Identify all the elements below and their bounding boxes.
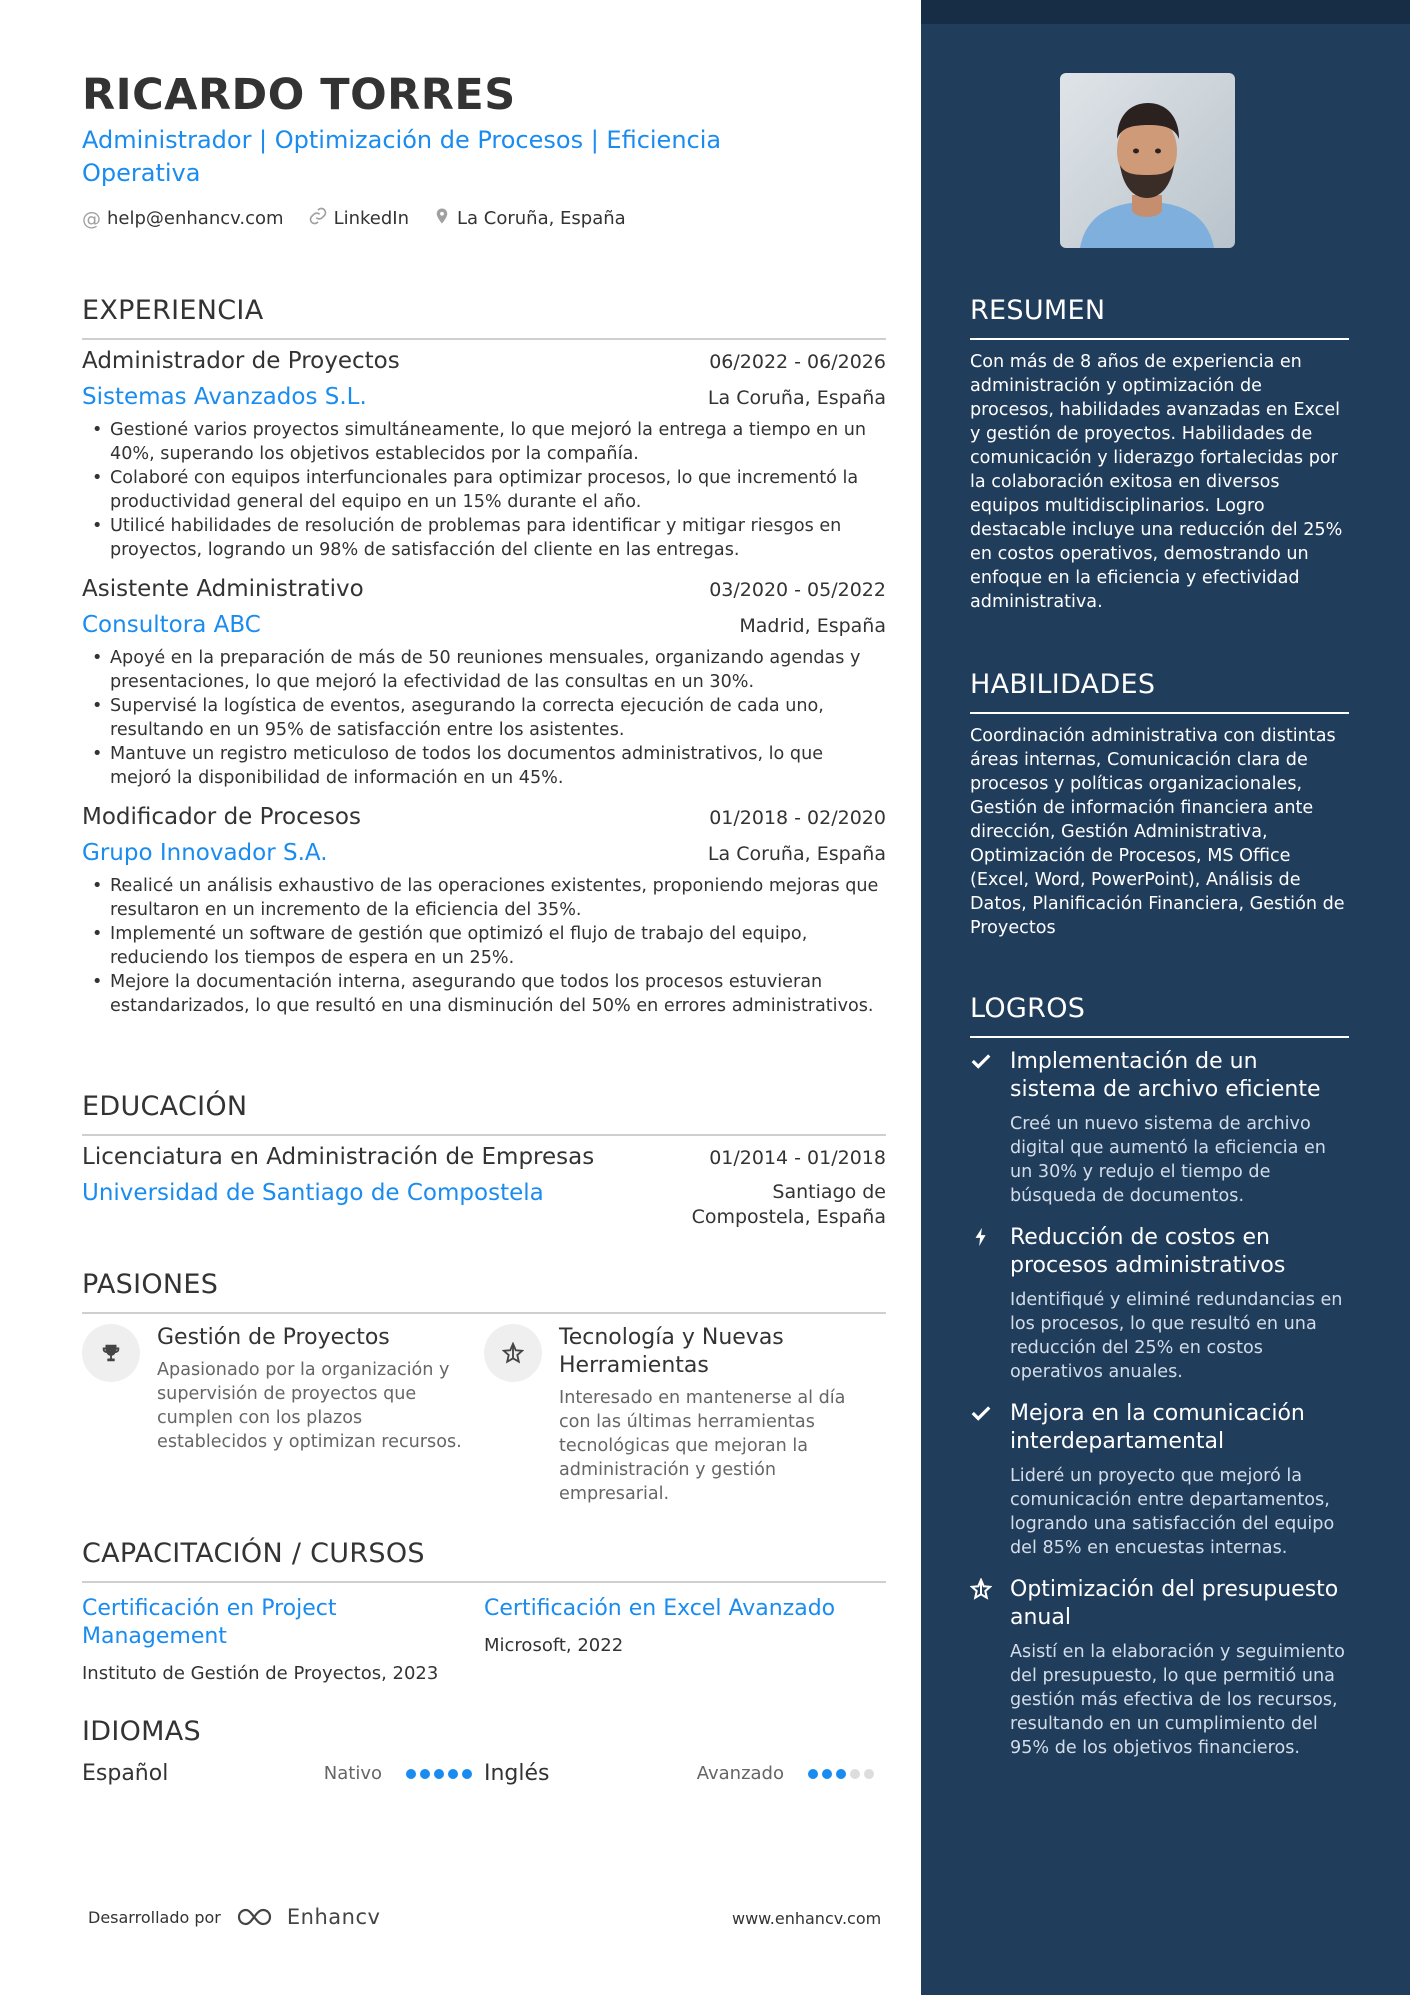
achievement-item <box>970 1048 1349 1208</box>
contact-email-text: help@enhancv.com <box>107 208 284 229</box>
section-title: EDUCACIÓN <box>82 1091 886 1136</box>
job-bullet: • Implementé un software de gestión que optimizó el flujo de trabajo del equipo, reduciendo los tiempos de espera en un 25%. <box>82 922 886 970</box>
rating-dot <box>448 1769 458 1779</box>
passion-title: Gestión de Proyectos <box>157 1325 390 1350</box>
skills-text: Coordinación administrativa con distintas áreas internas, Comunicación clara de procesos y políticas organizacionales, Gestión de información financiera ante dirección, Gestión Administrativa, Optimización de Procesos, MS Office (Excel, Word, PowerPoint), Análisis de Datos, Planificación Financiera, Gestión de Proyectos <box>970 726 1345 938</box>
footer-credit <box>88 1905 380 1929</box>
footer-brand: Enhancv <box>286 1905 381 1929</box>
education-section <box>82 1091 886 1230</box>
passion-description: Apasionado por la organización y supervisión de proyectos que cumplen con los plazos establecidos y optimizan recursos. <box>157 1360 462 1452</box>
job-location: La Coruña, España <box>707 387 886 409</box>
course-title: Certificación en Excel Avanzado <box>484 1596 836 1621</box>
summary-text: Con más de 8 años de experiencia en administración y optimización de procesos, habilidades avanzadas en Excel y gestión de proyectos. Habilidades de comunicación y liderazgo fortalecidas por la colaboración exitosa en diversos equipos multidisciplinarios. Logro destacable incluye una reducción del 25% en costos operativos, demostrando un enfoque en la eficiencia y efectividad administrativa. <box>970 352 1343 612</box>
degree: Licenciatura en Administración de Empresas <box>82 1144 595 1170</box>
footer-url[interactable]: www.enhancv.com <box>732 1909 882 1928</box>
course-item <box>82 1595 484 1684</box>
language-item <box>82 1761 484 1786</box>
courses-section <box>82 1538 886 1684</box>
rating-dot <box>406 1769 416 1779</box>
job-bullet: • Supervisé la logística de eventos, asegurando la correcta ejecución de cada uno, resultando en un 95% de satisfacción entre los asistentes. <box>82 694 886 742</box>
link-icon <box>308 206 328 231</box>
sidebar-top-bar <box>921 0 1410 24</box>
job-entry <box>82 348 886 562</box>
achievement-description: Identifiqué y eliminé redundancias en los procesos, lo que resultó en una reducción del 25% en costos operativos anuales. <box>1010 1290 1343 1382</box>
achievement-description: Lideré un proyecto que mejoró la comunicación entre departamentos, logrando una satisfacción del equipo del 85% en encuestas internas. <box>1010 1466 1335 1558</box>
school-name: Universidad de Santiago de Compostela <box>82 1180 544 1206</box>
language-name: Español <box>82 1761 169 1786</box>
achievement-item <box>970 1224 1349 1384</box>
job-entry <box>82 576 886 790</box>
passions-section <box>82 1269 886 1506</box>
job-bullet: • Realicé un análisis exhaustivo de las operaciones existentes, proponiendo mejoras que resultaron en un incremento de la eficiencia del 35%. <box>82 874 886 922</box>
check-icon <box>970 1400 1010 1560</box>
job-bullet: • Utilicé habilidades de resolución de problemas para identificar y mitigar riesgos en proyectos, logrando un 98% de satisfacción del cliente en las entregas. <box>82 514 886 562</box>
rating-dot <box>462 1769 472 1779</box>
check-icon <box>970 1048 1010 1208</box>
candidate-name: RICARDO TORRES <box>82 70 516 120</box>
language-level: Nativo <box>323 1763 382 1784</box>
company-name: Sistemas Avanzados S.L. <box>82 384 367 410</box>
footer-built-by: Desarrollado por <box>88 1907 221 1927</box>
achievement-item <box>970 1400 1349 1560</box>
job-location: Madrid, España <box>739 615 886 637</box>
language-name: Inglés <box>484 1761 550 1786</box>
trophy-icon <box>82 1324 140 1382</box>
job-bullet: • Gestioné varios proyectos simultáneamente, lo que mejoró la entrega a tiempo en un 40%, superando los objetivos establecidos por la compañía. <box>82 418 886 466</box>
course-item <box>484 1595 886 1684</box>
rating-dot <box>836 1769 846 1779</box>
section-title: RESUMEN <box>970 295 1349 340</box>
passion-title: Tecnología y Nuevas Herramientas <box>559 1325 784 1378</box>
education-location-line: Compostela, España <box>691 1206 886 1228</box>
languages-section <box>82 1716 886 1786</box>
language-rating <box>808 1769 878 1779</box>
education-dates: 01/2014 - 01/2018 <box>709 1147 886 1169</box>
star-icon <box>970 1576 1010 1760</box>
achievement-title: Mejora en la comunicación interdepartamental <box>1010 1401 1305 1454</box>
rating-dot <box>864 1769 874 1779</box>
achievement-title: Reducción de costos en procesos administrativos <box>1010 1225 1286 1278</box>
language-rating <box>406 1769 476 1779</box>
section-title: LOGROS <box>970 993 1349 1038</box>
passion-item <box>82 1324 484 1506</box>
job-bullets <box>82 418 886 562</box>
sidebar <box>921 0 1410 1995</box>
profile-photo <box>1060 73 1235 248</box>
contact-bar <box>82 206 650 231</box>
rating-dot <box>434 1769 444 1779</box>
language-level: Avanzado <box>696 1763 784 1784</box>
job-title: Asistente Administrativo <box>82 576 364 602</box>
star-icon <box>484 1324 542 1382</box>
job-dates: 01/2018 - 02/2020 <box>709 807 886 829</box>
rating-dot <box>822 1769 832 1779</box>
language-item <box>484 1761 886 1786</box>
skills-section <box>970 669 1349 940</box>
passion-description: Interesado en mantenerse al día con las últimas herramientas tecnológicas que mejoran la administración y gestión empresarial. <box>559 1388 846 1504</box>
education-location <box>692 1180 886 1230</box>
course-title: Certificación en Project Management <box>82 1596 337 1649</box>
job-title: Modificador de Procesos <box>82 804 361 830</box>
job-location: La Coruña, España <box>707 843 886 865</box>
at-icon: @ <box>82 207 101 230</box>
section-title: PASIONES <box>82 1269 886 1314</box>
company-name: Grupo Innovador S.A. <box>82 840 328 866</box>
contact-email[interactable] <box>82 208 284 230</box>
achievement-title: Implementación de un sistema de archivo eficiente <box>1010 1049 1321 1102</box>
contact-linkedin[interactable] <box>308 206 409 231</box>
job-bullet: • Mejore la documentación interna, asegurando que todos los procesos estuvieran estandarizados, lo que resultó en una disminución del 50% en errores administrativos. <box>82 970 886 1018</box>
achievement-title: Optimización del presupuesto anual <box>1010 1577 1339 1630</box>
job-title: Administrador de Proyectos <box>82 348 400 374</box>
rating-dot <box>420 1769 430 1779</box>
section-title: HABILIDADES <box>970 669 1349 714</box>
job-entry <box>82 804 886 1018</box>
job-bullet: • Colaboré con equipos interfuncionales para optimizar procesos, lo que incrementó la productividad general del equipo en un 15% durante el año. <box>82 466 886 514</box>
education-location-line: Santiago de <box>772 1181 886 1203</box>
passion-item <box>484 1324 886 1506</box>
job-bullet: • Mantuve un registro meticuloso de todos los documentos administrativos, lo que mejoró la disponibilidad de información en un 45%. <box>82 742 886 790</box>
headline: Administrador | Optimización de Procesos | Eficiencia Operativa <box>82 126 722 187</box>
course-organization: Microsoft, 2022 <box>484 1635 624 1656</box>
achievement-item <box>970 1576 1349 1760</box>
course-organization: Instituto de Gestión de Proyectos, 2023 <box>82 1663 439 1684</box>
section-title: IDIOMAS <box>82 1716 201 1747</box>
section-title: CAPACITACIÓN / CURSOS <box>82 1538 886 1583</box>
contact-location-text: La Coruña, España <box>457 208 626 229</box>
section-title: EXPERIENCIA <box>82 295 886 340</box>
achievement-description: Creé un nuevo sistema de archivo digital que aumentó la eficiencia en un 30% y redujo el tiempo de búsqueda de documentos. <box>1010 1114 1326 1206</box>
job-dates: 03/2020 - 05/2022 <box>709 579 886 601</box>
infinity-logo-icon <box>235 1906 281 1928</box>
enhancv-logo[interactable] <box>235 1905 381 1929</box>
job-bullet: • Apoyé en la preparación de más de 50 reuniones mensuales, organizando agendas y presentaciones, lo que mejoró la efectividad de las consultas en un 30%. <box>82 646 886 694</box>
contact-location <box>433 206 626 231</box>
job-dates: 06/2022 - 06/2026 <box>709 351 886 373</box>
contact-linkedin-text: LinkedIn <box>333 208 409 229</box>
achievements-section <box>970 993 1349 1760</box>
lightning-icon <box>970 1224 1010 1384</box>
location-pin-icon <box>433 206 451 231</box>
experience-section <box>82 295 886 1018</box>
rating-dot <box>850 1769 860 1779</box>
job-bullets <box>82 646 886 790</box>
rating-dot <box>808 1769 818 1779</box>
achievement-description: Asistí en la elaboración y seguimiento del presupuesto, lo que permitió una gestión más efectiva de los recursos, resultando en un cumplimiento del 95% de los objetivos financieros. <box>1010 1642 1345 1758</box>
summary-section <box>970 295 1349 614</box>
job-bullets <box>82 874 886 1018</box>
company-name: Consultora ABC <box>82 612 261 638</box>
